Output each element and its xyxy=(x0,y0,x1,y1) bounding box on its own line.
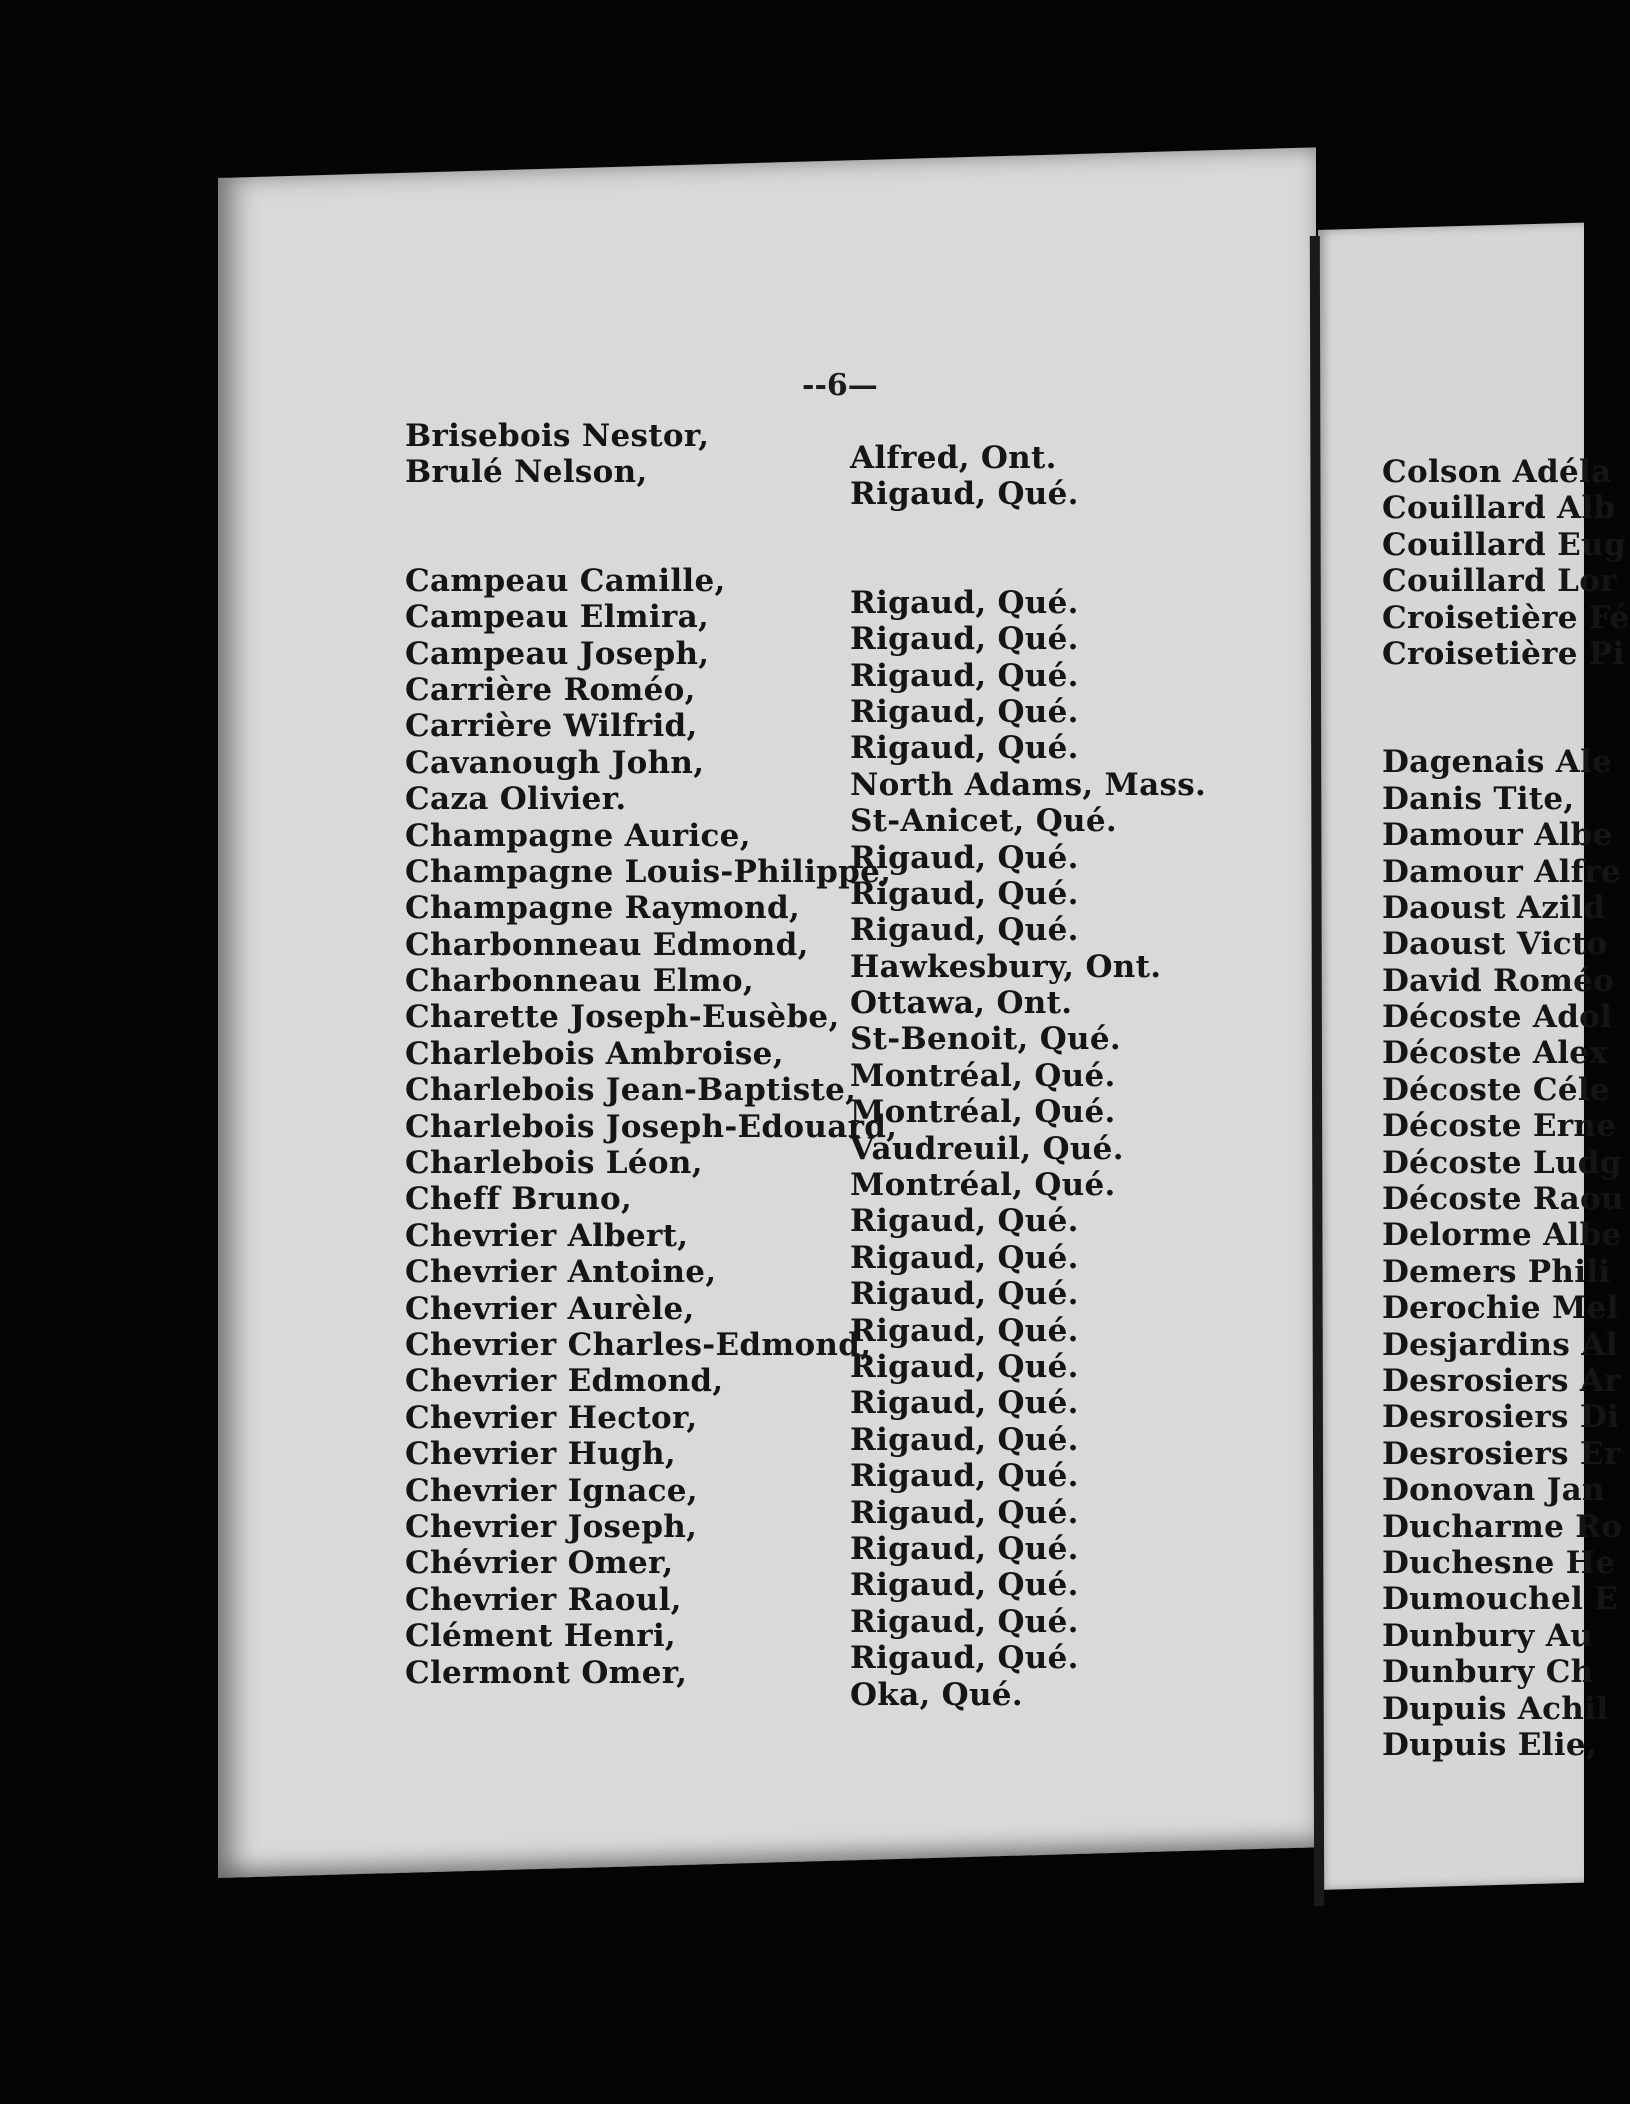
place-name: Rigaud, Qué. xyxy=(850,1203,1079,1240)
person-name: Danis Tite, xyxy=(1382,780,1575,817)
right-names-column xyxy=(1382,454,1630,1763)
person-name: Campeau Camille, xyxy=(405,562,726,599)
person-name: Donovan Jan xyxy=(1382,1472,1605,1509)
person-name: Daoust Azild xyxy=(1382,889,1606,926)
person-name: Décoste Raou xyxy=(1382,1181,1624,1218)
person-name: Chevrier Antoine, xyxy=(405,1254,717,1291)
person-name: Champagne Aurice, xyxy=(405,817,751,854)
place-name: Ottawa, Ont. xyxy=(850,985,1073,1022)
left-places-column xyxy=(850,440,1270,1713)
place-name: Rigaud, Qué. xyxy=(850,1640,1079,1677)
place-name: Rigaud, Qué. xyxy=(850,730,1079,767)
person-name: Ducharme Ro xyxy=(1382,1508,1623,1545)
place-name: Hawkesbury, Ont. xyxy=(850,948,1162,985)
person-name: Dunbury Au xyxy=(1382,1617,1593,1654)
page-number: --6— xyxy=(802,368,878,403)
person-name: Charlebois Joseph-Edouard, xyxy=(405,1108,898,1145)
person-name: Campeau Elmira, xyxy=(405,599,710,636)
right-names-group-2 xyxy=(1382,744,1624,1763)
place-name: St-Benoit, Qué. xyxy=(850,1021,1121,1058)
person-name: Desrosiers Di xyxy=(1382,1399,1620,1436)
person-name: Damour Albe xyxy=(1382,817,1613,854)
person-name: Carrière Roméo, xyxy=(405,671,696,708)
person-name: Dumouchel E xyxy=(1382,1581,1619,1618)
person-name: Cavanough John, xyxy=(405,744,705,781)
place-name: Rigaud, Qué. xyxy=(850,1385,1079,1422)
person-name: Champagne Raymond, xyxy=(405,890,801,927)
left-names-group-2 xyxy=(405,562,898,1691)
person-name: Chevrier Raoul, xyxy=(405,1581,682,1618)
group-spacer xyxy=(850,513,1270,585)
person-name: Chévrier Omer, xyxy=(405,1545,674,1582)
place-name: Rigaud, Qué. xyxy=(850,912,1079,949)
person-name: Daoust Victo xyxy=(1382,926,1608,963)
place-name: Oka, Qué. xyxy=(850,1676,1023,1713)
place-name: Rigaud, Qué. xyxy=(850,1494,1079,1531)
place-name: Rigaud, Qué. xyxy=(850,1276,1079,1313)
left-names-column xyxy=(405,418,898,1691)
person-name: Croisetière Fé xyxy=(1382,599,1630,636)
person-name: Desrosiers Ar xyxy=(1382,1362,1621,1399)
place-name: Rigaud, Qué. xyxy=(850,1348,1079,1385)
person-name: Clément Henri, xyxy=(405,1618,676,1655)
person-name: Colson Adéla xyxy=(1382,454,1612,490)
group-spacer xyxy=(1382,672,1602,744)
place-name: Rigaud, Qué. xyxy=(850,875,1079,912)
person-name: Décoste Ludg xyxy=(1382,1144,1622,1181)
person-name: Croisetière Pi xyxy=(1382,635,1625,672)
right-names-group-1 xyxy=(1382,454,1630,672)
person-name: Desjardins Al xyxy=(1382,1326,1618,1363)
left-places-group-2 xyxy=(850,585,1270,1713)
place-name: Rigaud, Qué. xyxy=(850,1239,1079,1276)
person-name: Cheff Bruno, xyxy=(405,1181,633,1218)
person-name: Couillard Lor xyxy=(1382,563,1617,600)
person-name: Delorme Albe xyxy=(1382,1217,1622,1254)
place-name: Rigaud, Qué. xyxy=(850,621,1079,658)
person-name: Couillard Alb xyxy=(1382,490,1616,527)
place-name: North Adams, Mass. xyxy=(850,766,1207,803)
person-name: Chevrier Hugh, xyxy=(405,1436,676,1473)
person-name: Dupuis Elie, xyxy=(1382,1726,1597,1763)
person-name: Duchesne He xyxy=(1382,1544,1616,1581)
person-name: Décoste Alex xyxy=(1382,1035,1609,1072)
place-name: Montréal, Qué. xyxy=(850,1057,1116,1094)
place-name: Rigaud, Qué. xyxy=(850,584,1079,621)
person-name: Décoste Céle xyxy=(1382,1071,1610,1108)
person-name: Charlebois Jean-Baptiste, xyxy=(405,1072,857,1109)
person-name: Charette Joseph-Eusèbe, xyxy=(405,999,840,1036)
person-name: Brisebois Nestor, xyxy=(405,418,710,454)
person-name: Champagne Louis-Philippe, xyxy=(405,853,892,890)
person-name: Demers Phili xyxy=(1382,1253,1611,1290)
person-name: David Roméo xyxy=(1382,962,1615,999)
person-name: Chevrier Charles-Edmond, xyxy=(405,1326,872,1363)
place-name: Alfred, Ont. xyxy=(850,440,1057,476)
person-name: Charbonneau Elmo, xyxy=(405,963,754,1000)
place-name: Rigaud, Qué. xyxy=(850,839,1079,876)
place-name: Montréal, Qué. xyxy=(850,1167,1116,1204)
place-name: Rigaud, Qué. xyxy=(850,476,1079,513)
place-name: Rigaud, Qué. xyxy=(850,1530,1079,1567)
person-name: Décoste Adol xyxy=(1382,999,1613,1036)
person-name: Dupuis Achil xyxy=(1382,1690,1609,1727)
place-name: Rigaud, Qué. xyxy=(850,1312,1079,1349)
person-name: Charlebois Ambroise, xyxy=(405,1035,784,1072)
person-name: Caza Olivier. xyxy=(405,781,627,818)
place-name: Vaudreuil, Qué. xyxy=(850,1130,1124,1167)
person-name: Chevrier Ignace, xyxy=(405,1472,698,1509)
person-name: Couillard Eug xyxy=(1382,526,1626,563)
person-name: Décoste Erne xyxy=(1382,1108,1617,1145)
person-name: Chevrier Joseph, xyxy=(405,1508,698,1545)
place-name: Rigaud, Qué. xyxy=(850,1458,1079,1495)
person-name: Charbonneau Edmond, xyxy=(405,926,809,963)
place-name: Rigaud, Qué. xyxy=(850,693,1079,730)
person-name: Damour Alfre xyxy=(1382,853,1621,890)
person-name: Dunbury Ch xyxy=(1382,1654,1594,1691)
group-spacer xyxy=(405,491,865,563)
left-names-group-1 xyxy=(405,418,865,491)
person-name: Chevrier Hector, xyxy=(405,1399,698,1436)
person-name: Dagenais Ale xyxy=(1382,744,1613,781)
place-name: Montréal, Qué. xyxy=(850,1094,1116,1131)
person-name: Carrière Wilfrid, xyxy=(405,708,698,745)
left-places-group-1 xyxy=(850,440,1270,513)
person-name: Chevrier Albert, xyxy=(405,1217,689,1254)
place-name: Rigaud, Qué. xyxy=(850,657,1079,694)
person-name: Brulé Nelson, xyxy=(405,454,648,491)
person-name: Chevrier Aurèle, xyxy=(405,1290,695,1327)
place-name: Rigaud, Qué. xyxy=(850,1567,1079,1604)
person-name: Charlebois Léon, xyxy=(405,1145,703,1182)
place-name: Rigaud, Qué. xyxy=(850,1421,1079,1458)
person-name: Desrosiers Er xyxy=(1382,1435,1621,1472)
person-name: Chevrier Edmond, xyxy=(405,1363,724,1400)
person-name: Clermont Omer, xyxy=(405,1654,688,1691)
person-name: Derochie Mel xyxy=(1382,1290,1619,1327)
place-name: Rigaud, Qué. xyxy=(850,1603,1079,1640)
person-name: Campeau Joseph, xyxy=(405,635,710,672)
place-name: St-Anicet, Qué. xyxy=(850,803,1118,840)
